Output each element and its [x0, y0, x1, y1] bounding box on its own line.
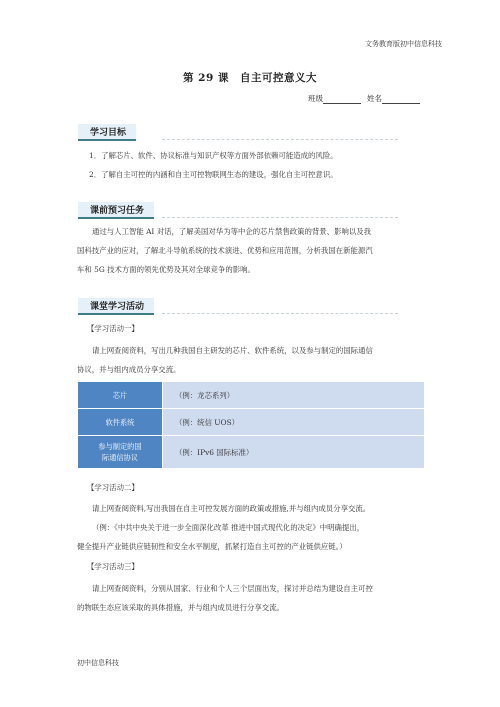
preview-line-3: 车和 5G 技术方面的领先优势及其对全球竞争的影响。	[77, 265, 255, 274]
lesson-title: 第 29 课 自主可控意义大	[183, 72, 317, 84]
activity-3-line-1: 请上网查阅资料，分别从国家、行业和个人三个层面出发，探讨并总结为建设自主可控	[92, 584, 373, 593]
name-blank[interactable]	[382, 95, 420, 104]
section-heading-preview	[78, 202, 388, 216]
activity-3-label: 【学习活动三】	[87, 562, 139, 571]
table-value-software[interactable]: （例：统信 UOS）	[163, 409, 425, 436]
section-divider	[162, 313, 398, 314]
activity-3-text	[77, 579, 425, 617]
table-key-chip: 芯片	[78, 382, 163, 409]
page-footer-subject: 初中信息科技	[77, 659, 119, 667]
activity-1-table	[77, 381, 425, 469]
section-heading-activities	[78, 298, 388, 312]
table-key-protocol-line-2: 际通信协议	[102, 453, 138, 462]
table-value-chip[interactable]: （例：龙芯系列）	[163, 382, 425, 409]
activity-1-text	[77, 341, 425, 379]
activity-2-line-2: （例：《中共中央关于进一步全面深化改革 推进中国式现代化的决定》中明确提出，	[92, 523, 365, 532]
name-label: 姓名	[367, 94, 382, 103]
table-row	[78, 382, 425, 409]
activity-1-label: 【学习活动一】	[87, 324, 139, 333]
class-blank[interactable]	[323, 95, 361, 104]
preview-line-2: 国科技产业的应对，了解北斗导航系统的技术演进、优势和应用范围，分析我国在新能源汽	[77, 246, 373, 255]
preview-paragraph	[77, 222, 425, 279]
section-heading-label: 学习目标	[78, 124, 136, 141]
activity-3-line-2: 的物联生态应该采取的具体措施，并与组内成员进行分享交流。	[77, 603, 284, 612]
section-heading-goals	[78, 124, 388, 138]
activity-1-line-1: 请上网查阅资料，写出几种我国自主研发的芯片、软件系统，以及参与制定的国际通信	[92, 346, 373, 355]
page-header-publisher: 文务教育版初中信息科技	[365, 40, 442, 48]
table-key-protocol	[78, 436, 163, 469]
section-divider	[162, 139, 398, 140]
table-row	[78, 409, 425, 436]
activity-2-line-3: 健全提升产业链供应链韧性和安全水平制度，抓紧打造自主可控的产业链供应链。）	[77, 542, 347, 551]
student-info-line	[308, 93, 420, 104]
table-key-software: 软件系统	[78, 409, 163, 436]
preview-line-1: 通过与人工智能 AI 对话，了解美国对华为等中企的芯片禁售政策的背景、影响以及我	[92, 227, 372, 236]
activity-1-line-2: 协议，并与组内成员分享交流。	[77, 365, 181, 374]
activity-2-text	[77, 499, 425, 556]
table-value-protocol[interactable]: （例：IPv6 国际标准）	[163, 436, 425, 469]
goal-item-2: 2．了解自主可控的内涵和自主可控物联网生态的建设，强化自主可控意识。	[89, 170, 338, 179]
table-key-protocol-line-1: 参与制定的国	[98, 442, 142, 451]
section-heading-label: 课前预习任务	[78, 202, 154, 219]
table-row	[78, 436, 425, 469]
activity-2-line-1: 请上网查阅资料,写出我国在自主可控发展方面的政策或措施,并与组内成员分享交流。	[92, 504, 371, 513]
section-heading-label: 课堂学习活动	[78, 298, 154, 315]
goal-item-1: 1．了解芯片、软件、协议标准与知识产权等方面外部依赖可能造成的风险。	[89, 151, 338, 160]
activity-2-label: 【学习活动二】	[87, 483, 139, 492]
section-divider	[162, 217, 398, 218]
class-label: 班级	[308, 94, 323, 103]
